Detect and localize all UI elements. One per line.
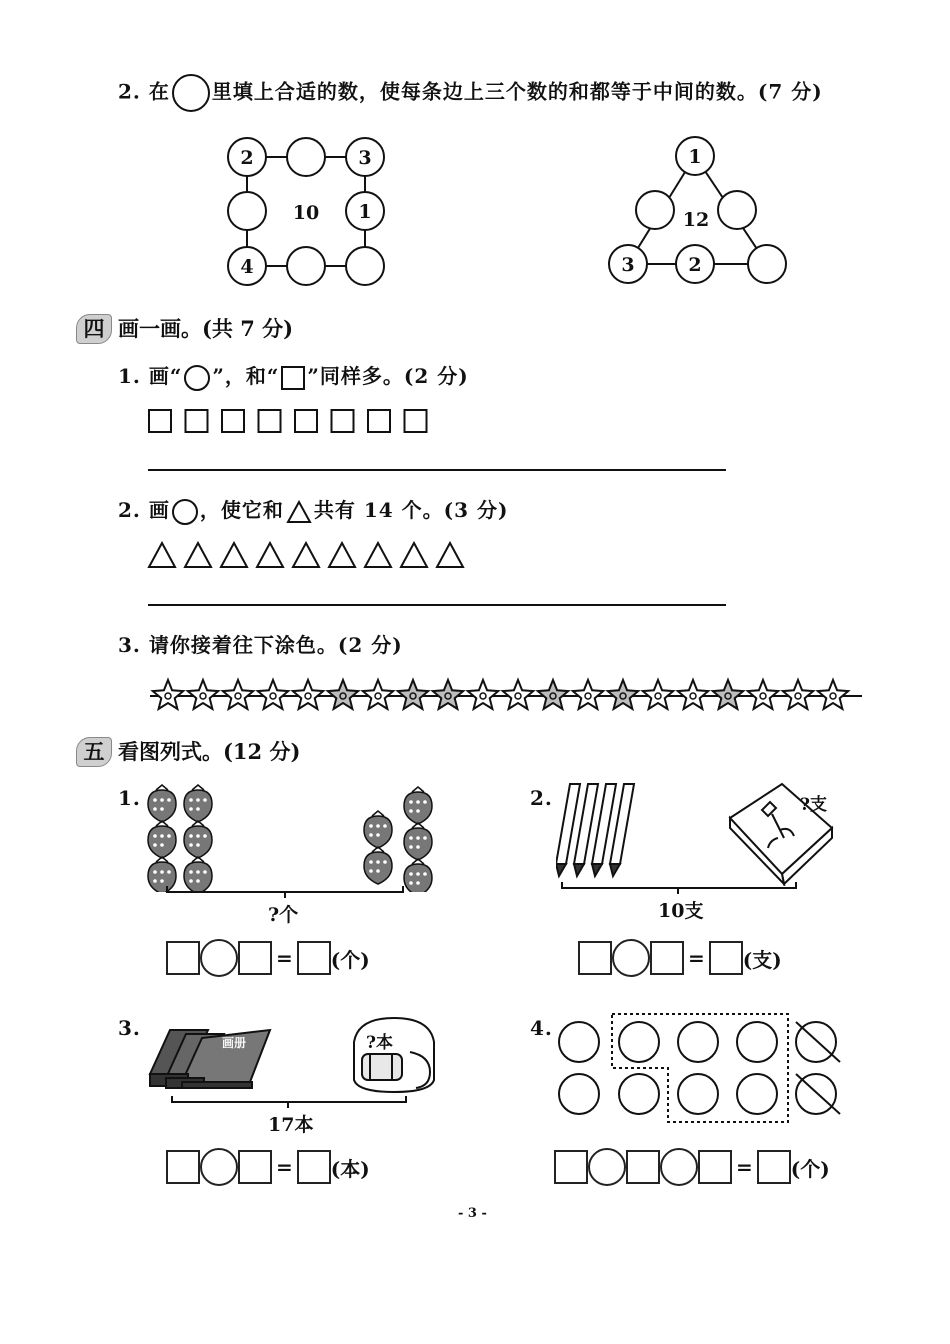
question-text: ”同样多。(2 分) [307,364,469,388]
answer-box[interactable] [578,941,612,975]
blank-star[interactable] [188,680,218,709]
operator-circle[interactable] [660,1148,698,1186]
square-shape [259,410,281,432]
unit-label: (个) [330,947,370,972]
problem-number: 4. [530,1016,553,1040]
star-chain [150,676,866,716]
question-text: 请你接着往下涂色。(2 分) [148,633,403,657]
answer-box[interactable] [554,1150,588,1184]
puzzle-blank[interactable] [346,247,384,285]
equation-4 [554,1148,830,1186]
square-shape [222,410,244,432]
strawberry-icon [148,785,176,822]
equals-sign: = [276,946,293,970]
problem-number: 1. [118,786,141,810]
question-4-2 [118,494,508,525]
node-value: 3 [358,147,372,169]
equals-sign: = [736,1155,753,1179]
strawberry-icon [364,811,392,848]
question-text-post: 里填上合适的数，使每条边上三个数的和都等于中间的数。(7 分) [211,79,823,104]
strawberry-group-left [144,780,224,892]
strawberry-icon [404,823,432,860]
unit-label: (支) [742,947,782,972]
strawberry-icon [404,787,432,824]
strawberry-icon [404,859,432,892]
equals-sign: = [276,1155,293,1179]
center-value: 10 [292,202,320,224]
question-text: ”，和“ [212,364,280,388]
triangle-shape [149,543,175,567]
circle-icon [172,74,210,112]
question-number: 2. [118,79,141,104]
puzzle-blank[interactable] [287,138,325,176]
strawberry-icon [148,821,176,858]
answer-box[interactable] [166,941,200,975]
books-illustration [146,1020,276,1090]
triangle-shape [257,543,283,567]
square-row [146,406,446,438]
book-label: 画册 [222,1036,247,1050]
square-shape [186,410,208,432]
question-4-1 [118,360,469,391]
question-number: 3. [118,633,141,657]
blank-star[interactable] [783,680,813,709]
section-title: 看图列式。(12 分) [118,739,301,764]
triangle-shape [185,543,211,567]
shaded-star[interactable] [433,680,463,709]
box-label: ?支 [800,795,827,815]
section-title: 画一画。(共 7 分) [118,316,294,341]
puzzle-blank[interactable] [287,247,325,285]
operator-circle[interactable] [200,1148,238,1186]
equation-3 [166,1148,370,1186]
shaded-star[interactable] [398,680,428,709]
question-text: 共有 14 个。(3 分) [313,498,509,522]
shaded-star[interactable] [608,680,638,709]
triangle-shape [401,543,427,567]
section-badge: 五 [76,737,112,767]
strawberry-group-right [362,780,442,892]
square-shape [405,410,427,432]
operator-circle[interactable] [200,939,238,977]
shaded-star[interactable] [538,680,568,709]
square-shape [368,410,390,432]
backpack-illustration [340,1012,440,1096]
strawberry-icon [184,785,212,822]
page-number: - 3 - [458,1206,487,1221]
pencils-illustration [556,780,656,880]
puzzle-blank[interactable] [636,191,674,229]
blank-star[interactable] [818,680,848,709]
puzzle-blank[interactable] [718,191,756,229]
triangle-row [146,540,476,572]
blank-star[interactable] [293,680,323,709]
node-value: 3 [621,254,635,276]
question-text: 画 [148,498,170,522]
square-puzzle [220,132,390,292]
node-value: 4 [240,256,254,278]
blank-star[interactable] [503,680,533,709]
answer-box[interactable] [297,1150,331,1184]
blank-star[interactable] [678,680,708,709]
square-shape [295,410,317,432]
node-value: 1 [688,146,702,168]
answer-box[interactable] [757,1150,791,1184]
answer-box[interactable] [238,1150,272,1184]
answer-box[interactable] [650,941,684,975]
answer-box[interactable] [238,941,272,975]
blank-star[interactable] [468,680,498,709]
triangle-icon [286,500,312,524]
problem-number: 2. [530,786,553,810]
section-4-heading [76,313,293,344]
blank-star[interactable] [153,680,183,709]
answer-line[interactable] [148,469,726,471]
triangle-shape [293,543,319,567]
operator-circle[interactable] [612,939,650,977]
question-text-pre: 在 [148,79,170,104]
answer-box[interactable] [297,941,331,975]
answer-line[interactable] [148,604,726,606]
blank-star[interactable] [748,680,778,709]
problem-number: 3. [118,1016,141,1040]
unit-label: (本) [330,1156,370,1181]
answer-box[interactable] [166,1150,200,1184]
triangle-shape [221,543,247,567]
section-5-heading [76,736,300,767]
node-value: 1 [358,201,372,223]
node-value: 2 [240,147,254,169]
strawberry-icon [364,847,392,884]
circles-figure [552,1010,852,1126]
blank-star[interactable] [363,680,393,709]
blank-star[interactable] [223,680,253,709]
node-value: 2 [688,254,702,276]
center-value: 12 [682,209,710,231]
square-shape [149,410,171,432]
question-3-2 [118,74,823,112]
square-icon [281,366,305,390]
equals-sign: = [688,946,705,970]
blank-star[interactable] [643,680,673,709]
triangle-shape [437,543,463,567]
square-shape [332,410,354,432]
question-text: ，使它和 [199,498,284,522]
question-4-3 [118,629,403,658]
question-number: 2. [118,498,141,522]
answer-box[interactable] [698,1150,732,1184]
blank-star[interactable] [573,680,603,709]
brace-caption: 10支 [658,900,704,922]
operator-circle[interactable] [588,1148,626,1186]
triangle-puzzle [600,132,800,292]
blank-star[interactable] [258,680,288,709]
question-number: 1. [118,364,141,388]
brace-caption: ?个 [268,904,299,926]
triangle-shape [329,543,355,567]
brace-caption: 17本 [268,1114,314,1136]
bag-label: ?本 [366,1033,393,1053]
puzzle-blank[interactable] [228,192,266,230]
answer-box[interactable] [709,941,743,975]
unit-label: (个) [790,1156,830,1181]
puzzle-blank[interactable] [748,245,786,283]
strawberry-icon [184,821,212,858]
shaded-star[interactable] [713,680,743,709]
answer-box[interactable] [626,1150,660,1184]
circle-icon [172,499,198,525]
shaded-star[interactable] [328,680,358,709]
equation-1 [166,939,370,977]
triangle-shape [365,543,391,567]
equation-2 [578,939,782,977]
section-badge: 四 [76,314,112,344]
question-text: 画“ [148,364,183,388]
circle-icon [184,365,210,391]
